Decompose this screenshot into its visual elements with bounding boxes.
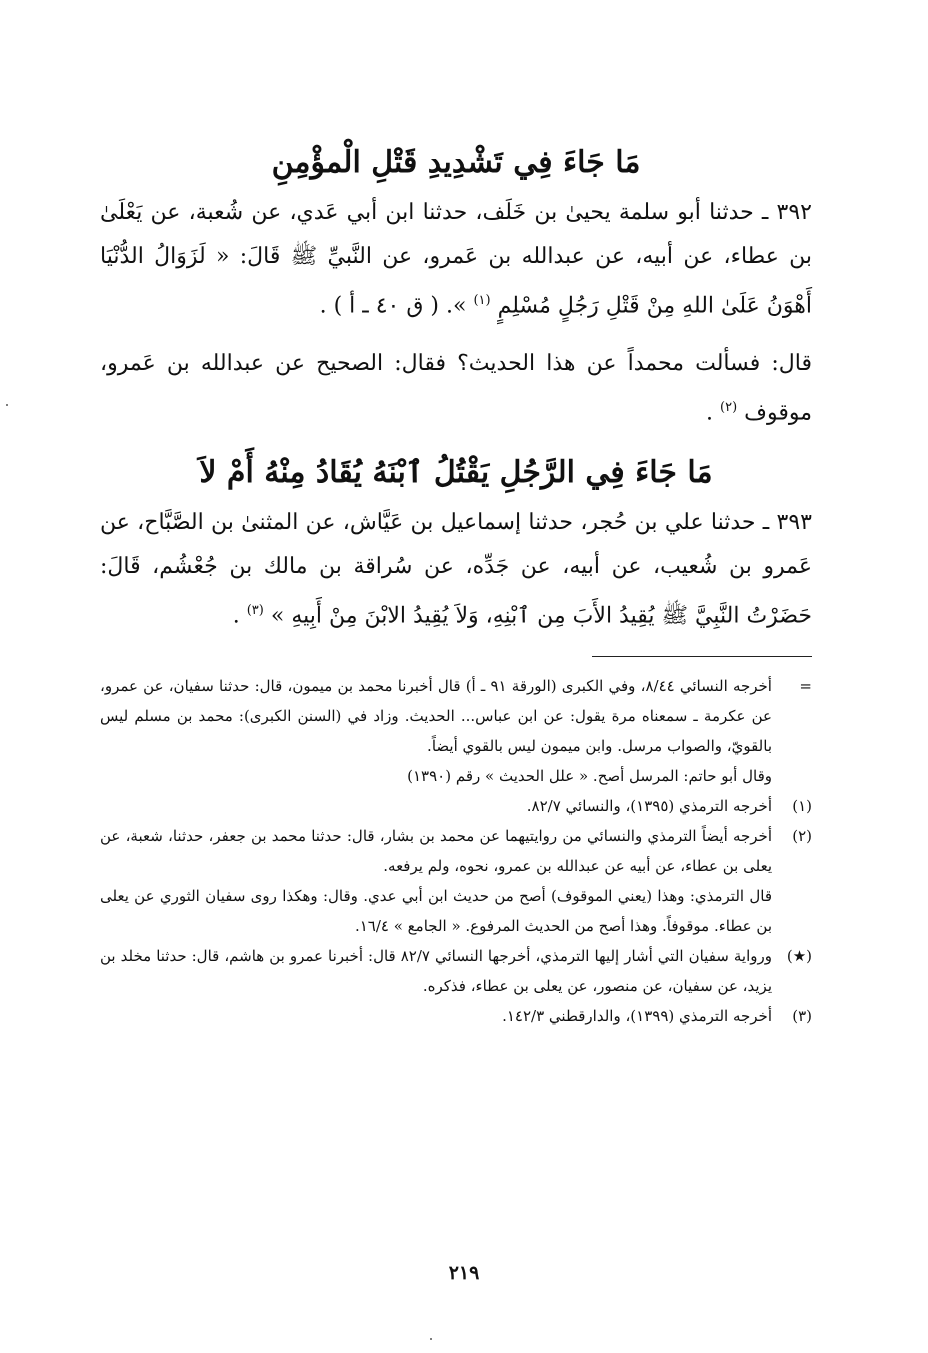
footnote-ref-3: (٣) [246, 602, 264, 618]
footnote-2 [100, 821, 812, 941]
footnote-3 [100, 1001, 812, 1031]
footnote-2-mark: (٢) [792, 826, 812, 845]
scan-speck [6, 404, 8, 406]
chapter-heading-2: مَا جَاءَ فِي الرَّجُلِ يَقْتُلُ ٱبْنَهُ يُقَادُ مِنْهُ أَمْ لاَ [199, 454, 713, 490]
footnote-carry-text-2: وقال أبو حاتم: المرسل أصح. « علل الحديث » رقم (١٣٩٠) [407, 766, 772, 785]
scan-speck [430, 1338, 432, 1340]
page-body [100, 140, 812, 1031]
comment-end: . [706, 400, 714, 426]
footnote-divider [592, 656, 812, 657]
footnote-ref-2: (٢) [720, 400, 738, 416]
footnotes [100, 671, 812, 1031]
hadith-392-end: ». ( ق ٤٠ ـ أ ) . [319, 293, 467, 319]
footnote-star [100, 941, 812, 1001]
footnote-ref-1: (١) [473, 293, 491, 308]
footnote-star-text: ورواية سفيان التي أشار إليها الترمذي، أخرجها النسائي ٨٢/٧ قال: أخبرنا عمرو بن هاشم، قال: حدثنا مخلد بن يزيد، عن سفيان، عن منصور، عن يعلى بن عطاء، فذكره. [100, 946, 772, 995]
footnote-carry-text: أخرجه النسائي ٨/٤٤، وفي الكبرى (الورقة ٩١ ـ أ) قال أخبرنا محمد بن ميمون، قال: حدثنا سفيان، عن عمرو، عن عكرمة ـ سمعناه مرة يقول: عن ابن عباس... الحديث. وزاد في (السنن الكبرى): محمد بن مسلم ليس بالقويّ، والصواب مرسل. وابن ميمون ليس بالقوي أيضاً. [100, 676, 772, 755]
footnote-2-text: أخرجه أيضاً الترمذي والنسائي من روايتيهما عن محمد بن بشار، قال: حدثنا محمد بن جعفر، حدثنا، شعبة، عن يعلى بن عطاء، عن أبيه عن عبدالله بن عمرو، نحوه، ولم يرفعه. [100, 826, 772, 875]
footnote-3-mark: (٣) [792, 1006, 812, 1025]
footnote-1-mark: (١) [792, 796, 812, 815]
footnote-3-text: أخرجه الترمذي (١٣٩٩)، والدارقطني ١٤٢/٣. [502, 1006, 772, 1025]
footnote-star-mark: (★) [786, 946, 812, 965]
footnote-1-text: أخرجه الترمذي (١٣٩٥)، والنسائي ٨٢/٧. [526, 796, 772, 815]
hadith-392 [100, 191, 812, 328]
hadith-392-comment [100, 342, 812, 435]
footnote-carry-mark: = [799, 676, 812, 695]
footnote-carryover [100, 671, 812, 791]
footnote-1 [100, 791, 812, 821]
page-number: ٢١٩ [448, 1262, 480, 1284]
chapter-heading-1: مَا جَاءَ فِي تَشْدِيدِ قَتْلِ الْمؤْمِنِ [271, 145, 641, 180]
comment-text: قال: فسألت محمداً عن هذا الحديث؟ فقال: الصحيح عن عبدالله بن عَمرو، موقوف [100, 351, 812, 426]
hadith-393 [100, 501, 812, 638]
hadith-393-end: . [232, 602, 240, 628]
footnote-2-text-2: قال الترمذي: وهذا (يعني الموقوف) أصح من حديث ابن أبي عدي. وقال: وهكذا روى سفيان الثوري عن يعلى بن عطاء. موقوفاً. وهذا أصح من الحديث المرفوع. « الجامع » ١٦/٤. [100, 886, 772, 935]
hadith-392-text: ٣٩٢ ـ حدثنا أبو سلمة يحيىٰ بن خَلَف، حدثنا ابن أبي عَدي، عن شُعبة، عن يَعْلَىٰ بن عطاء، عن أبيه، عن عبدالله بن عَمرو، عن النَّبيِّ ﷺ قَالَ: « لَزَوَالُ الدُّنْيَا أَهْوَنُ عَلَىٰ اللهِ مِنْ قَتْلِ رَجُلٍ مُسْلِمٍ [100, 200, 812, 319]
hadith-393-text: ٣٩٣ ـ حدثنا علي بن حُجر، حدثنا إسماعيل بن عَيَّاش، عن المثنىٰ بن الصَّبَّاح، عن عَمرو بن شُعيب، عن أبيه، عن جَدِّه، عن سُراقة بن مالك بن جُعْشُم، قَالَ: حَضَرْتُ النَّبِيَّ ﷺ يُقِيدُ الأَبَ مِن ٱبْنِهِ، وَلاَ يُقِيدُ الابْنَ مِنْ أَبِيهِ » [100, 509, 812, 628]
